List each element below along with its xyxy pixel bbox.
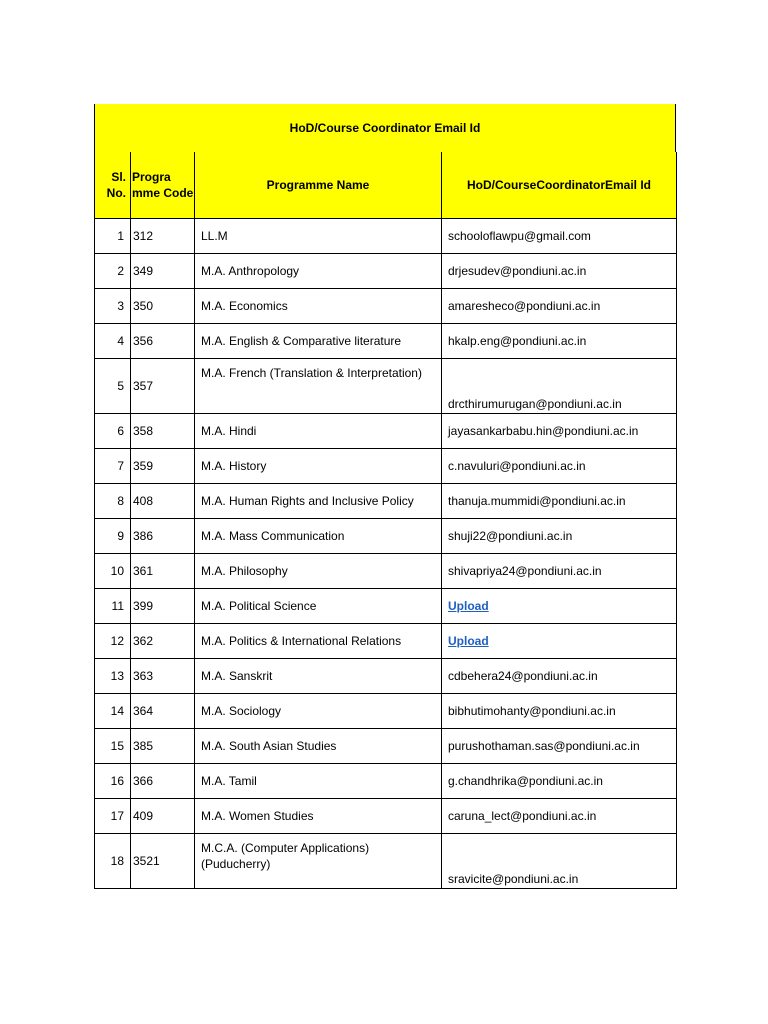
cell-programme-code: 399 [131,589,195,624]
table-row [95,799,677,834]
cell-programme-name: M.A. Sociology [195,694,442,729]
table-row [95,484,677,519]
cell-sl-no: 13 [95,659,131,694]
cell-programme-code: 350 [131,289,195,324]
cell-sl-no: 7 [95,449,131,484]
cell-programme-name: M.A. Anthropology [195,254,442,289]
cell-programme-code: 359 [131,449,195,484]
cell-programme-name: M.A. History [195,449,442,484]
upload-link[interactable]: Upload [448,599,489,613]
cell-sl-no: 12 [95,624,131,659]
cell-programme-code: 366 [131,764,195,799]
cell-programme-name: M.A. English & Comparative literature [195,324,442,359]
table-row [95,289,677,324]
cell-programme-name: M.A. Political Science [195,589,442,624]
cell-programme-name: M.A. Hindi [195,414,442,449]
cell-sl-no: 9 [95,519,131,554]
table-row [95,254,677,289]
cell-programme-name: M.A. Sanskrit [195,659,442,694]
header-row [95,152,677,219]
header-programme-code: Progra mme Code [131,152,195,219]
cell-programme-code: 356 [131,324,195,359]
cell-programme-name: M.A. Philosophy [195,554,442,589]
table-row [95,519,677,554]
table-row [95,694,677,729]
cell-email [442,624,677,659]
cell-programme-code: 363 [131,659,195,694]
cell-email: schooloflawpu@gmail.com [442,219,677,254]
cell-email: hkalp.eng@pondiuni.ac.in [442,324,677,359]
header-sl-no: Sl. No. [95,152,131,219]
cell-email: drcthirumurugan@pondiuni.ac.in [442,359,677,414]
cell-programme-code: 361 [131,554,195,589]
cell-programme-name: M.A. Mass Communication [195,519,442,554]
cell-programme-code: 362 [131,624,195,659]
cell-programme-name: M.A. Economics [195,289,442,324]
cell-programme-code: 409 [131,799,195,834]
upload-link[interactable]: Upload [448,634,489,648]
cell-email: sravicite@pondiuni.ac.in [442,834,677,889]
table-row [95,449,677,484]
cell-programme-code: 312 [131,219,195,254]
cell-sl-no: 15 [95,729,131,764]
cell-programme-name: M.C.A. (Computer Applications) (Puducherry) [195,834,442,889]
cell-programme-name: M.A. Politics & International Relations [195,624,442,659]
cell-email: caruna_lect@pondiuni.ac.in [442,799,677,834]
cell-email: c.navuluri@pondiuni.ac.in [442,449,677,484]
cell-programme-name: M.A. Tamil [195,764,442,799]
cell-programme-code: 358 [131,414,195,449]
cell-programme-code: 364 [131,694,195,729]
cell-programme-name: M.A. Human Rights and Inclusive Policy [195,484,442,519]
table-row [95,764,677,799]
cell-sl-no: 6 [95,414,131,449]
cell-programme-code: 386 [131,519,195,554]
cell-sl-no: 11 [95,589,131,624]
cell-email: jayasankarbabu.hin@pondiuni.ac.in [442,414,677,449]
table-row [95,834,677,889]
cell-email: drjesudev@pondiuni.ac.in [442,254,677,289]
table-row [95,324,677,359]
table-row [95,729,677,764]
cell-programme-name: LL.M [195,219,442,254]
cell-sl-no: 10 [95,554,131,589]
table-row [95,624,677,659]
table-row [95,414,677,449]
spreadsheet-table [94,104,676,889]
cell-email: g.chandhrika@pondiuni.ac.in [442,764,677,799]
cell-sl-no: 14 [95,694,131,729]
header-programme-name: Programme Name [195,152,442,219]
cell-sl-no: 2 [95,254,131,289]
cell-programme-name: M.A. South Asian Studies [195,729,442,764]
cell-email: purushothaman.sas@pondiuni.ac.in [442,729,677,764]
cell-sl-no: 16 [95,764,131,799]
cell-sl-no: 17 [95,799,131,834]
cell-sl-no: 3 [95,289,131,324]
table-row [95,219,677,254]
table-title: HoD/Course Coordinator Email Id [94,104,676,152]
cell-email: bibhutimohanty@pondiuni.ac.in [442,694,677,729]
cell-email: amaresheco@pondiuni.ac.in [442,289,677,324]
cell-email: thanuja.mummidi@pondiuni.ac.in [442,484,677,519]
cell-email [442,589,677,624]
cell-email: cdbehera24@pondiuni.ac.in [442,659,677,694]
table-row [95,589,677,624]
cell-sl-no: 4 [95,324,131,359]
table-body [95,219,677,889]
table-row [95,554,677,589]
cell-programme-name: M.A. Women Studies [195,799,442,834]
coordinator-table [94,152,677,889]
cell-programme-code: 349 [131,254,195,289]
cell-programme-code: 385 [131,729,195,764]
table-row [95,659,677,694]
cell-email: shivapriya24@pondiuni.ac.in [442,554,677,589]
cell-sl-no: 8 [95,484,131,519]
cell-email: shuji22@pondiuni.ac.in [442,519,677,554]
cell-programme-code: 408 [131,484,195,519]
table-row [95,359,677,414]
cell-programme-code: 3521 [131,834,195,889]
cell-sl-no: 1 [95,219,131,254]
header-email-id: HoD/CourseCoordinatorEmail Id [442,152,677,219]
cell-sl-no: 18 [95,834,131,889]
cell-programme-code: 357 [131,359,195,414]
cell-sl-no: 5 [95,359,131,414]
cell-programme-name: M.A. French (Translation & Interpretation) [195,359,442,414]
